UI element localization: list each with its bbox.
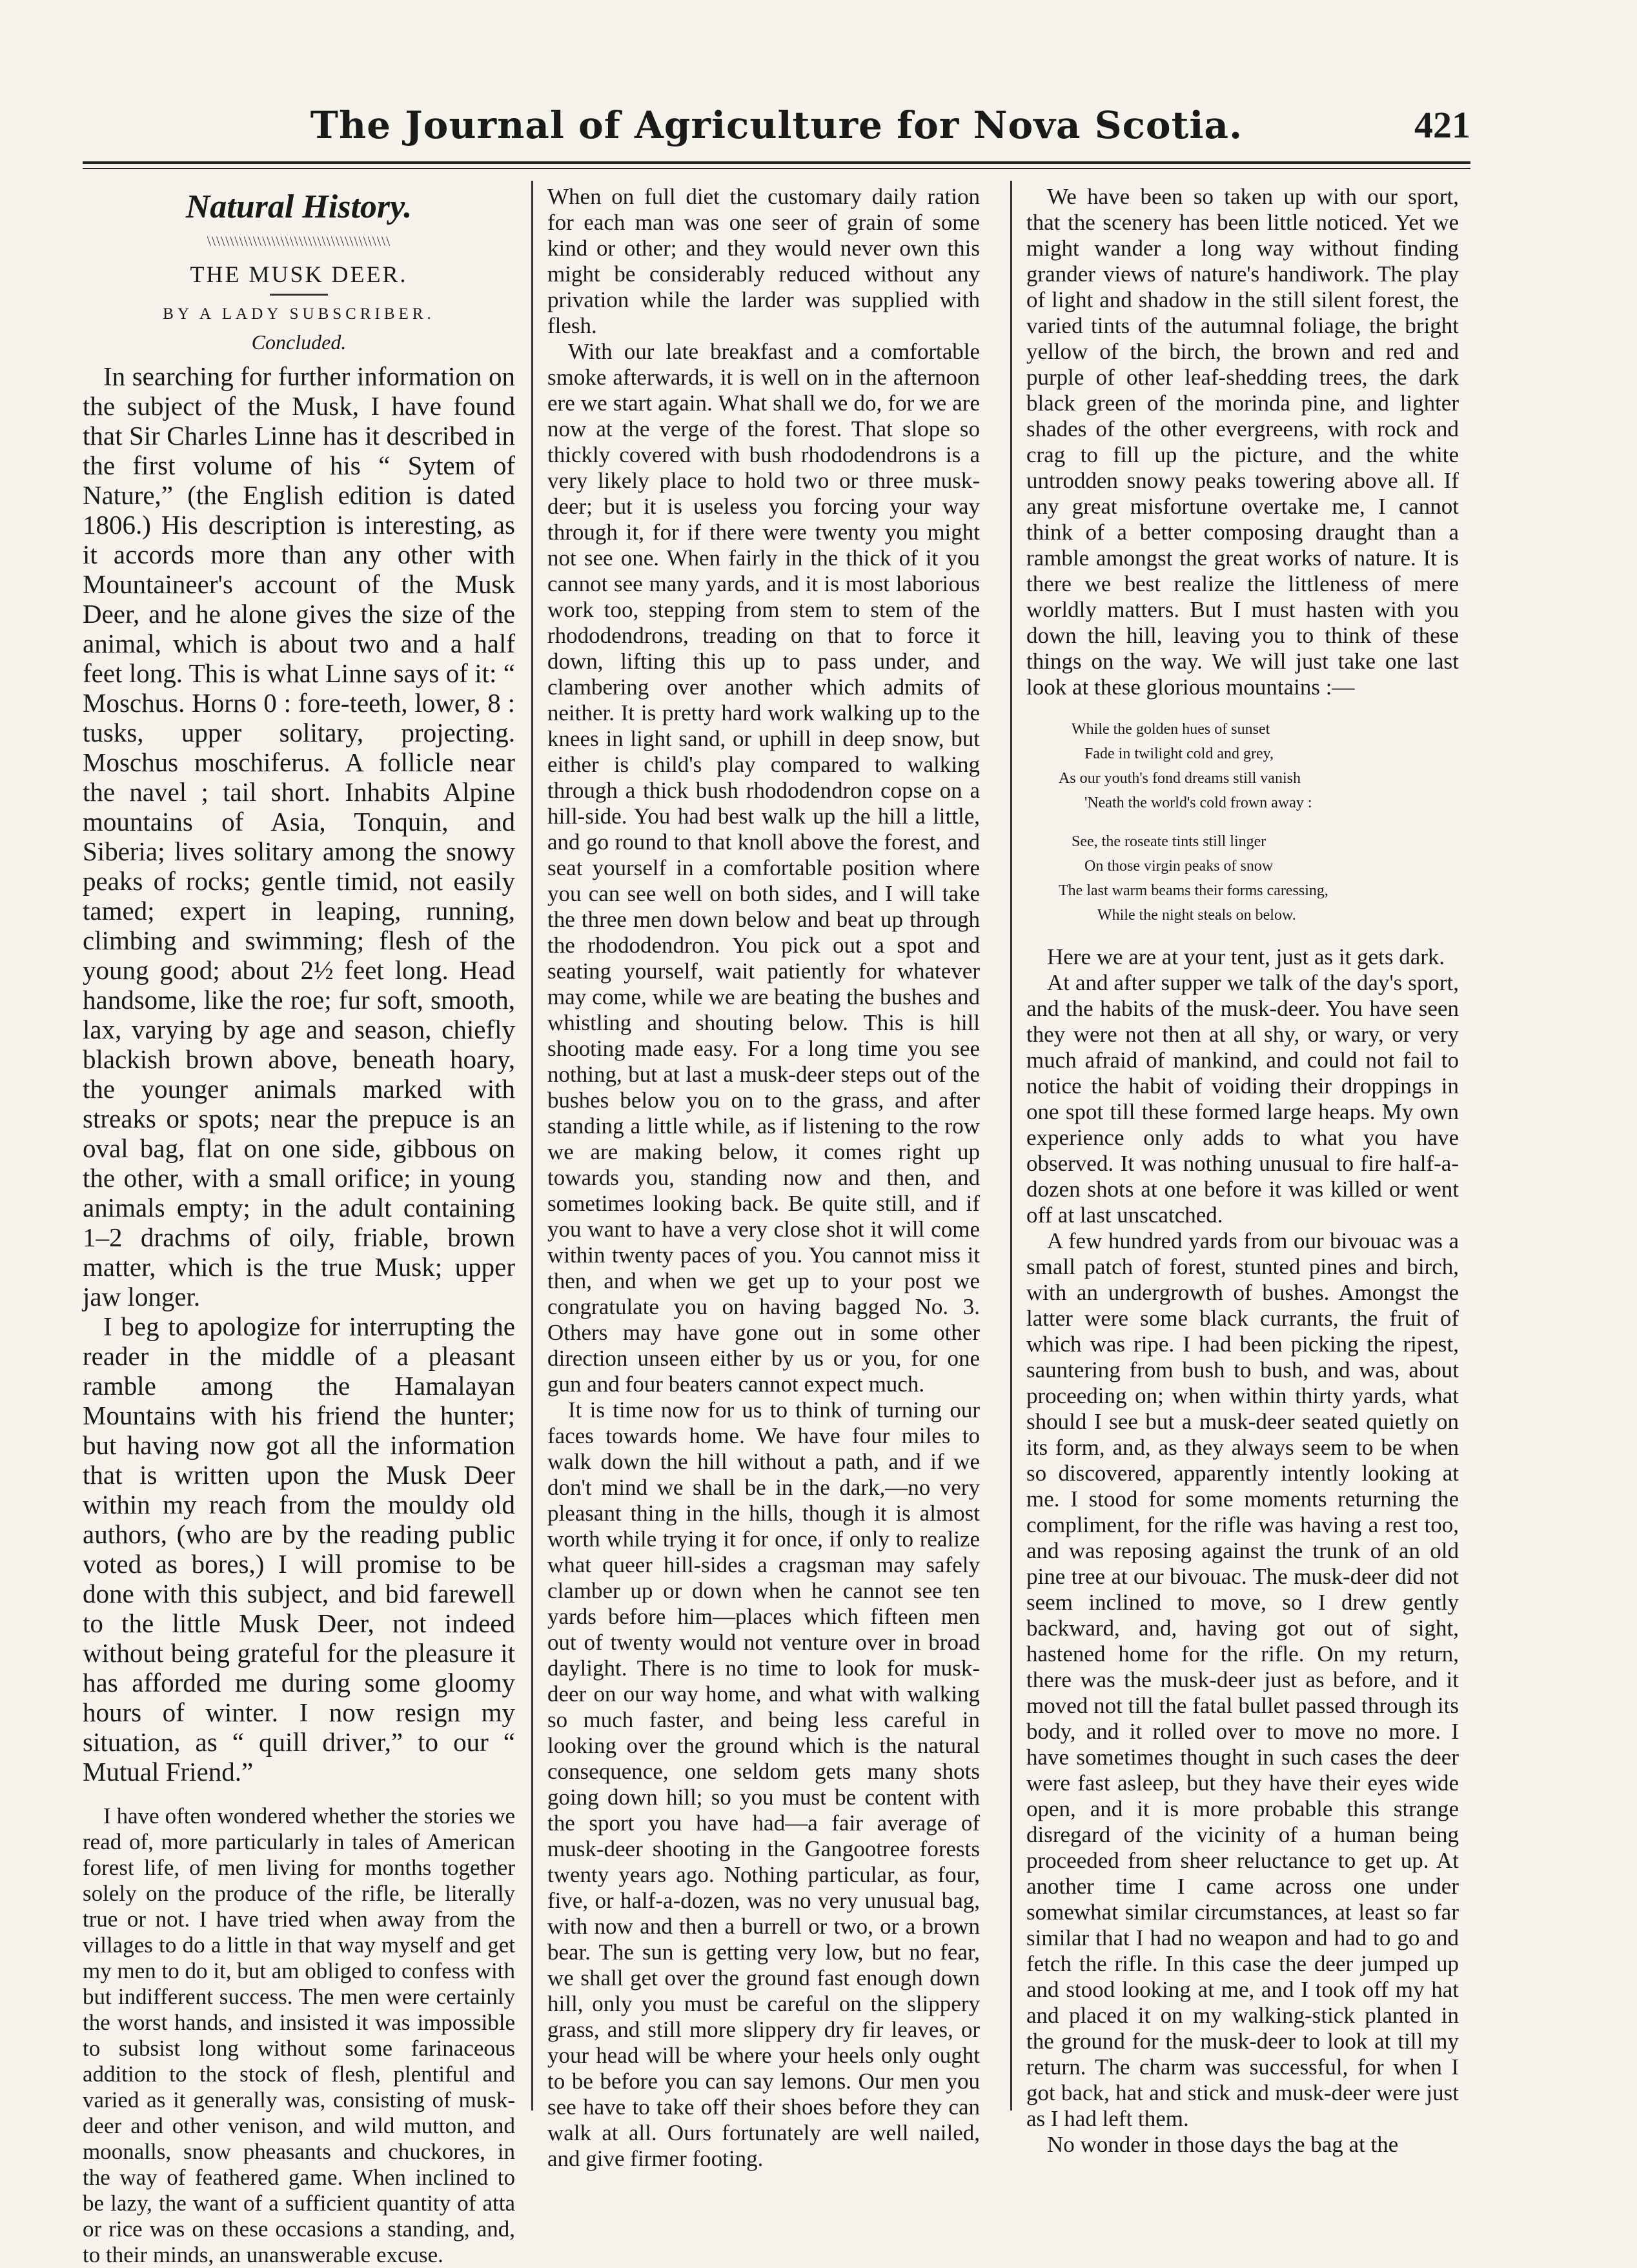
poem-line: While the night steals on below.	[1097, 907, 1296, 924]
paragraph: At and after supper we talk of the day's sport, and the habits of the musk-deer. You have seen they were not then at all shy, or wary, or very much afraid of mankind, and could not fail to notice the habit of voiding their droppings in one spot till these formed large heaps. My own experience only adds to what you have observed. It was nothing unusual to fire half-a-dozen shots at one before it was killed or went off at last unscatched.	[1026, 970, 1459, 1228]
column-1	[83, 184, 515, 2267]
column-separator	[531, 181, 533, 2111]
poem-stanza	[1026, 829, 1459, 927]
poem-line: Fade in twilight cold and grey,	[1084, 745, 1274, 762]
ornament-rule: \\\\\\\\\\\\\\\\\\\\\\\\\\\\\\\\\\\\\\\\	[207, 233, 391, 249]
page-header	[83, 103, 1470, 155]
paragraph: It is time now for us to think of turning our faces towards home. We have four miles to walk down the hill without a path, and if we don't mind we shall be in the dark,—no very pleasant thing in the hills, though it is almost worth while trying it for once, if only to realize what queer hill-sides a cragsman may safely clamber up or down when he cannot see ten yards before him—places which fifteen men out of twenty would not venture over in broad daylight. There is no time to look for musk-deer on our way home, and what with walking so much faster, and being less careful in looking over the ground which is the natural consequence, one seldom gets many shots going down hill; so you must be content with the sport you have had—a fair average of musk-deer shooting in the Gangootree forests twenty years ago. Nothing particular, as four, five, or half-a-dozen, was no very unusual bag, with now and then a burrell or two, or a brown bear. The sun is getting very low, but no fear, we shall get over the ground fast enough down hill, only you must be careful on the slippery grass, and still more slippery dry fir leaves, or your head will be where your heels only ought to be before you can say lemons. Our men you see have to take off their shoes before they can walk at all. Ours fortunately are well nailed, and give firmer footing.	[547, 1397, 980, 2171]
poem-stanza	[1026, 717, 1459, 815]
paragraph: A few hundred yards from our bivouac was a small patch of forest, stunted pines and birch, with an undergrowth of bushes. Amongst the latter were some black currants, the fruit of which was ripe. I had been picking the ripest, sauntering from bush to bush, and was, about proceeding on; when within thirty yards, what should I see but a musk-deer seated quietly on its form, and, as they always seem to be when so discovered, apparently intently looking at me. I stood for some moments returning the compliment, for the rifle was having a rest too, and was reposing against the trunk of an old pine tree at our bivouac. The musk-deer did not seem inclined to move, so I drew gently backward, and, having got out of sight, hastened home for the rifle. On my return, there was the musk-deer just as before, and it moved not till the fatal bullet passed through its body, and it rolled over to move no more. I have sometimes thought in such cases the deer were fast asleep, but they have their eyes wide open, and it is more probable this strange disregard of the vicinity of a human being proceeded from sheer reluctance to get up. At another time I came across one under somewhat similar circumstances, at least so far similar that I had no weapon and had to go and fetch the rifle. In this case the deer jumped up and stood looking at me, and I took off my hat and placed it on my walking-stick planted in the ground for the musk-deer to look at till my return. The charm was successful, for when I got back, hat and stick and musk-deer were just as I had left them.	[1026, 1228, 1459, 2131]
poem-line: On those virgin peaks of snow	[1084, 858, 1274, 875]
paragraph: I beg to apologize for interrupting the reader in the middle of a pleasant ramble among the Hamalayan Mountains with his friend the hunter; but having now got all the information that is written upon the Musk Deer within my reach from the mouldy old authors, (who are by the reading public voted as bores,) I will promise to be done with this subject, and bid farewell to the little Musk Deer, not indeed without being grateful for the pleasure it has afforded me during some gloomy hours of winter. I now resign my situation, as “ quill driver,” to our “ Mutual Friend.”	[83, 1311, 515, 1787]
paragraph-gap	[83, 1787, 515, 1803]
concluded-note: Concluded.	[251, 330, 347, 354]
poem-line: While the golden hues of sunset	[1072, 721, 1270, 738]
paragraph: When on full diet the customary daily ration for each man was one seer of grain of some kind or other; and they would never own this might be considerably reduced without any privation while the larder was supplied with flesh.	[547, 184, 980, 338]
byline: BY A LADY SUBSCRIBER.	[163, 305, 435, 323]
header-rule	[83, 161, 1470, 164]
paragraph: No wonder in those days the bag at the	[1047, 2132, 1399, 2157]
page-number: 421	[1414, 104, 1470, 146]
paragraph: We have been so taken up with our sport, that the scenery has been little noticed. Yet we might wander a long way without finding grander views of nature's handiwork. The play of light and shadow in the still silent forest, the varied tints of the autumnal foliage, the bright yellow of the birch, the brown and red and purple of other leaf-shedding trees, the dark black green of the morinda pine, and lighter shades of the other evergreens, with rock and crag to fill up the picture, and the white untrodden snowy peaks towering above all. If any great misfortune overtake me, I cannot think of a better composing draught than a ramble amongst the great works of nature. It is there we best realize the littleness of mere worldly matters. But I must hasten with you down the hill, leaving you to think of these things on the way. We will just take one last look at these glorious mountains :—	[1026, 184, 1459, 700]
poem-line: The last warm beams their forms caressing,	[1059, 882, 1328, 899]
paragraph: In searching for further information on the subject of the Musk, I have found that Sir Charles Linne has it described in the first volume of his “ Sytem of Nature,” (the English edition is dated 1806.) His description is interesting, as it accords more than any other with Mountaineer's account of the Musk Deer, and he alone gives the size of the animal, which is about two and a half feet long. This is what Linne says of it: “ Moschus. Horns 0 : fore-teeth, lower, 8 : tusks, upper solitary, projecting. Moschus moschiferus. A follicle near the navel ; tail short. Inhabits Alpine mountains of Asia, Tonquin, and Siberia; lives solitary among the snowy peaks of rocks; gentle timid, not easily tamed; expert in leaping, running, climbing and swimming; flesh of the young good; about 2½ feet long. Head handsome, like the roe; fur soft, smooth, lax, varying by age and season, chiefly blackish brown above, beneath hoary, the younger animals marked with streaks or spots; near the prepuce is an oval bag, flat on one side, gibbous on the other, with a small orifice; in young animals empty; in the adult containing 1–2 drachms of oily, friable, brown matter, which is the true Musk; upper jaw longer.	[83, 361, 515, 1311]
poem-line: As our youth's fond dreams still vanish	[1059, 770, 1301, 787]
column-3	[1026, 184, 1459, 2157]
running-title: The Journal of Agriculture for Nova Scotia.	[310, 103, 1243, 147]
article-title: THE MUSK DEER.	[190, 261, 408, 287]
poem	[1026, 717, 1459, 927]
column-2	[547, 184, 980, 2171]
title-rule	[270, 294, 328, 296]
poem-line: 'Neath the world's cold frown away :	[1084, 795, 1312, 811]
paragraph: With our late breakfast and a comfortable smoke afterwards, it is well on in the afternoon ere we start again. What shall we do, for we are now at the verge of the forest. That slope so thickly covered with bush rhododendrons is a very likely place to hold two or three musk-deer; but it is useless you forcing your way through it, for if there were twenty you might not see one. When fairly in the thick of it you cannot see many yards, and it is most laborious work too, stepping from stem to stem of the rhododendrons, treading on that to force it down, lifting this up to pass under, and clambering over another which admits of neither. It is pretty hard work walking up to the knees in light sand, or uphill in deep snow, but either is child's play compared to walking through a thick bush rhododendron copse on a hill-side. You had best walk up the hill a little, and go round to that knoll above the forest, and seat yourself in a comfortable position where you can see well on both sides, and I will take the three men down below and beat up through the rhododendron. You pick out a spot and seating yourself, wait patiently for whatever may come, while we are beating the bushes and whistling and shouting below. This is hill shooting made easy. For a long time you see nothing, but at last a musk-deer steps out of the bushes below you on to the grass, and after standing a little while, as if listening to the row we are making below, it comes right up towards you, standing now and then, and sometimes looking back. Be quite still, and if you want to have a very close shot it will come within twenty paces of you. You cannot miss it then, and when we get up to your post we congratulate you on having bagged No. 3. Others may have gone out in some other direction unseen either by us or you, for one gun and four beaters cannot expect much.	[547, 339, 980, 1397]
paragraph: Here we are at your tent, just as it gets dark.	[1047, 944, 1445, 969]
section-title: Natural History.	[185, 188, 412, 225]
poem-line: See, the roseate tints still linger	[1072, 833, 1266, 850]
column-separator	[1010, 181, 1012, 2111]
header-rule-thin	[83, 168, 1470, 169]
paragraph: I have often wondered whether the stories we read of, more particularly in tales of American forest life, of men living for months together solely on the produce of the rifle, be literally true or not. I have tried when away from the villages to do a little in that way myself and get my men to do it, but am obliged to confess with but indifferent success. The men were certainly the worst hands, and insisted it was impossible to subsist long without some farinaceous addition to the stock of flesh, plentiful and varied as it generally was, consisting of musk-deer and other venison, and wild mutton, and moonalls, snow pheasants and chuckores, in the way of feathered game. When inclined to be lazy, the want of a sufficient quantity of atta or rice was on these occasions a standing, and, to their minds, an unanswerable excuse.	[83, 1803, 515, 2267]
